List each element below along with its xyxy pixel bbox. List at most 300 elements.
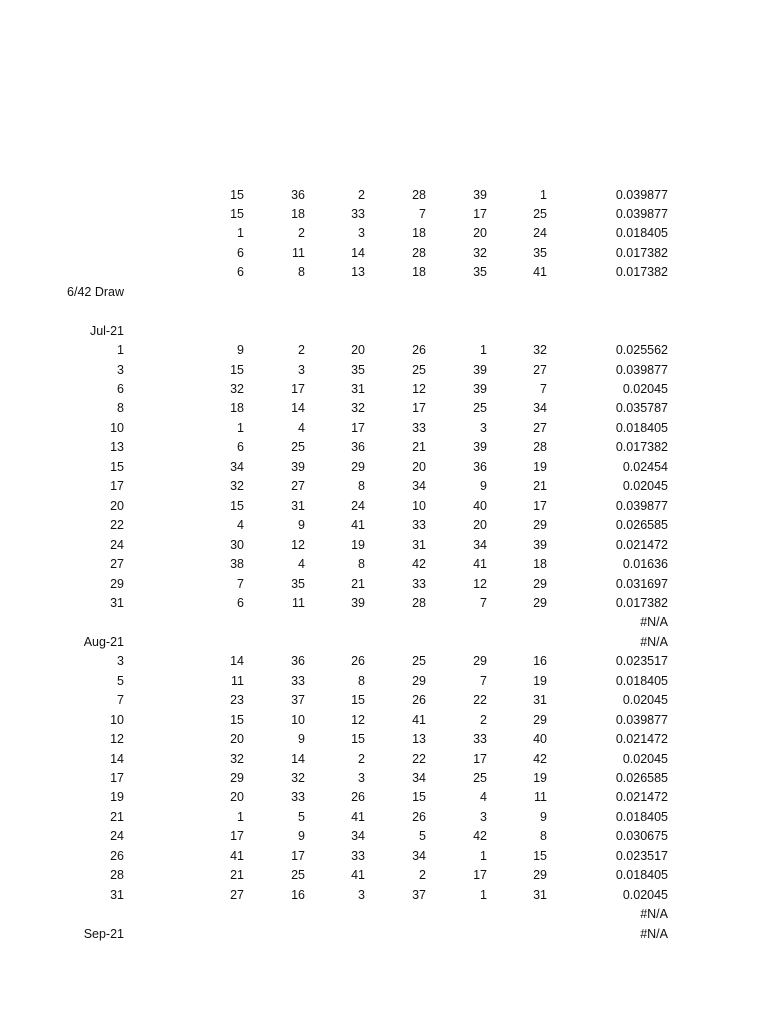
number-cell [426,633,487,652]
row-label-cell: 17 [110,479,124,494]
number-cell: 2 [419,868,426,883]
probability-cell: #N/A [640,634,668,649]
number-cell: 6 [237,265,244,280]
number-cell [487,613,547,632]
table-row [0,555,768,574]
number-cell: 21 [533,479,547,494]
table-row [0,380,768,399]
number-cell [365,322,426,341]
number-cell: 37 [412,887,426,902]
number-cell: 17 [291,848,305,863]
number-cell: 38 [230,557,244,571]
number-cell: 20 [473,226,487,241]
probability-cell: 0.018405 [615,226,668,241]
number-cell: 12 [351,712,365,727]
table-row [0,769,768,788]
number-cell: 3 [298,362,305,377]
number-cell: 13 [351,265,365,280]
probability-cell [568,302,668,321]
number-cell: 33 [291,790,305,805]
number-cell: 17 [533,498,547,513]
number-cell: 18 [291,206,305,221]
number-cell: 41 [351,868,365,883]
number-cell: 9 [298,829,305,844]
row-label-cell [40,613,124,632]
number-cell: 35 [473,265,487,280]
number-cell: 35 [533,245,547,260]
number-cell: 42 [412,557,426,571]
number-cell: 25 [291,440,305,455]
number-cell: 29 [533,596,547,610]
probability-cell: #N/A [640,615,668,630]
number-cell: 15 [230,498,244,513]
number-cell: 35 [291,576,305,591]
number-cell: 34 [351,829,365,844]
probability-cell: #N/A [640,926,668,941]
number-cell [305,925,365,944]
table-row [0,419,768,438]
row-label-cell: 17 [110,771,124,785]
probability-cell: 0.023517 [615,848,668,863]
row-label-cell: 15 [110,459,124,474]
number-cell: 27 [230,887,244,902]
number-cell: 2 [298,226,305,241]
number-cell: 13 [412,732,426,747]
number-cell [184,925,244,944]
number-cell [244,322,305,341]
number-cell: 34 [412,771,426,785]
number-cell: 21 [412,440,426,455]
table-row [0,477,768,496]
table-row [0,594,768,613]
number-cell: 2 [480,712,487,727]
number-cell: 27 [533,362,547,377]
number-cell: 32 [230,751,244,766]
probability-cell: #N/A [640,907,668,922]
table-row [0,827,768,846]
table-row [0,205,768,224]
row-label-cell: 6 [117,382,124,396]
number-cell: 33 [351,206,365,221]
number-cell: 11 [292,596,305,610]
number-cell: 33 [412,420,426,435]
number-cell: 31 [412,537,426,552]
number-cell: 20 [412,459,426,474]
row-label-cell: 24 [110,537,124,552]
number-cell [426,925,487,944]
number-cell: 32 [351,401,365,416]
number-cell: 6 [237,596,244,610]
number-cell: 29 [351,459,365,474]
number-cell: 25 [412,654,426,669]
number-cell: 7 [419,206,426,221]
number-cell [184,633,244,652]
table-row [0,711,768,730]
number-cell: 4 [480,790,487,805]
probability-cell: 0.039877 [615,187,668,202]
number-cell: 19 [533,673,547,688]
table-row [0,263,768,282]
number-cell: 29 [533,576,547,591]
number-cell: 15 [230,187,244,202]
probability-cell: 0.018405 [615,868,668,883]
number-cell: 34 [473,537,487,552]
table-row [0,633,768,652]
number-cell [244,925,305,944]
number-cell [365,905,426,924]
number-cell: 2 [358,187,365,202]
number-cell: 17 [230,829,244,844]
number-cell: 29 [533,518,547,533]
number-cell: 24 [351,498,365,513]
number-cell [244,613,305,632]
row-label-cell: 20 [110,498,124,513]
number-cell: 15 [230,206,244,221]
row-label-cell: 7 [117,693,124,708]
number-cell: 14 [351,245,365,260]
number-cell: 11 [292,245,305,260]
number-cell: 29 [533,868,547,883]
number-cell: 4 [298,420,305,435]
probability-cell: 0.025562 [615,343,668,358]
probability-cell: 0.039877 [615,206,668,221]
number-cell: 16 [533,654,547,669]
row-label-cell: 28 [110,868,124,883]
probability-cell: 0.02045 [622,479,668,494]
number-cell: 20 [473,518,487,533]
number-cell: 41 [412,712,426,727]
number-cell: 26 [412,343,426,358]
number-cell: 27 [291,479,305,494]
probability-cell: 0.021472 [615,790,668,805]
table-row [0,866,768,885]
number-cell: 14 [291,401,305,416]
number-cell: 9 [237,343,244,358]
number-cell [305,633,365,652]
number-cell: 19 [351,537,365,552]
number-cell [426,283,487,302]
number-cell: 29 [473,654,487,669]
number-cell: 33 [412,576,426,591]
number-cell: 39 [473,187,487,202]
probability-cell: 0.021472 [615,732,668,747]
number-cell: 6 [237,245,244,260]
number-cell [487,925,547,944]
row-label-cell: 12 [110,732,124,747]
row-label-cell: 31 [110,596,124,610]
number-cell: 8 [540,829,547,844]
table-row [0,750,768,769]
number-cell [365,613,426,632]
number-cell: 32 [473,245,487,260]
row-label-cell: 3 [117,654,124,669]
number-cell: 33 [351,848,365,863]
row-label-cell: Aug-21 [83,634,124,649]
number-cell [365,283,426,302]
number-cell: 18 [230,401,244,416]
number-cell: 25 [291,868,305,883]
row-label-cell: 31 [110,887,124,902]
row-label-cell [40,244,124,263]
number-cell: 41 [533,265,547,280]
table-row [0,438,768,457]
number-cell [244,283,305,302]
row-label-cell: 8 [117,401,124,416]
number-cell: 4 [237,518,244,533]
number-cell: 29 [412,673,426,688]
row-label-cell: 27 [110,557,124,571]
number-cell: 10 [412,498,426,513]
row-label-cell: 24 [110,829,124,844]
number-cell [487,322,547,341]
number-cell: 28 [533,440,547,455]
number-cell: 3 [480,809,487,824]
number-cell: 4 [298,557,305,571]
number-cell: 41 [473,557,487,571]
number-cell: 34 [533,401,547,416]
probability-cell: 0.02045 [622,751,668,766]
number-cell: 1 [480,887,487,902]
probability-cell: 0.026585 [615,518,668,533]
number-cell: 9 [298,732,305,747]
number-cell [305,322,365,341]
table-row [0,341,768,360]
number-cell: 9 [480,479,487,494]
row-label-cell: 6/42 Draw [67,284,124,299]
row-label-cell: 14 [110,751,124,766]
number-cell: 20 [351,343,365,358]
number-cell: 40 [533,732,547,747]
probability-cell: 0.031697 [615,576,668,591]
number-cell: 22 [473,693,487,708]
number-cell: 14 [291,751,305,766]
number-cell: 40 [473,498,487,513]
number-cell [244,302,305,321]
row-label-cell [40,224,124,243]
probability-cell [568,283,668,302]
row-label-cell: 21 [110,809,124,824]
number-cell: 33 [473,732,487,747]
number-cell: 1 [480,343,487,358]
number-cell: 29 [533,712,547,727]
number-cell: 31 [533,693,547,708]
table-row [0,730,768,749]
table-row [0,516,768,535]
number-cell: 25 [412,362,426,377]
number-cell: 14 [230,654,244,669]
number-cell: 31 [291,498,305,513]
number-cell: 10 [291,712,305,727]
number-cell: 36 [473,459,487,474]
number-cell [184,302,244,321]
number-cell: 2 [358,751,365,766]
number-cell: 3 [480,420,487,435]
number-cell [426,302,487,321]
probability-cell: 0.018405 [615,673,668,688]
row-label-cell: 10 [110,420,124,435]
number-cell [487,302,547,321]
row-label-cell: 26 [110,848,124,863]
probability-cell: 0.02454 [622,459,668,474]
probability-cell: 0.017382 [615,440,668,455]
number-cell: 36 [291,654,305,669]
number-cell: 39 [351,596,365,610]
number-cell: 21 [351,576,365,591]
number-cell: 17 [473,206,487,221]
row-label-cell [40,186,124,205]
number-cell [305,283,365,302]
number-cell: 7 [480,596,487,610]
probability-cell: 0.017382 [615,265,668,280]
number-cell: 5 [419,829,426,844]
number-cell: 8 [358,673,365,688]
row-label-cell: Sep-21 [83,926,124,941]
number-cell [184,613,244,632]
number-cell: 22 [412,751,426,766]
number-cell [365,633,426,652]
number-cell: 19 [533,459,547,474]
number-cell [305,302,365,321]
number-cell: 26 [351,654,365,669]
number-cell: 41 [351,518,365,533]
table-row [0,808,768,827]
number-cell [244,633,305,652]
probability-cell: 0.02045 [622,382,668,396]
number-cell [305,613,365,632]
row-label-cell [40,263,124,282]
probability-cell: 0.039877 [615,498,668,513]
number-cell [487,633,547,652]
row-label-cell: 29 [110,576,124,591]
number-cell: 42 [533,751,547,766]
number-cell: 36 [291,187,305,202]
table-row [0,652,768,671]
number-cell: 12 [473,576,487,591]
table-row [0,847,768,866]
row-label-cell: 13 [110,440,124,455]
number-cell: 11 [231,673,244,688]
number-cell: 26 [412,693,426,708]
table-row [0,672,768,691]
number-cell: 17 [473,751,487,766]
number-cell [184,322,244,341]
probability-cell: 0.039877 [615,362,668,377]
probability-cell: 0.018405 [615,420,668,435]
number-cell: 32 [230,479,244,494]
number-cell: 12 [412,382,426,396]
table-row [0,361,768,380]
number-cell: 9 [298,518,305,533]
number-cell: 7 [540,382,547,396]
number-cell: 18 [533,557,547,571]
number-cell: 33 [412,518,426,533]
number-cell: 24 [533,226,547,241]
number-cell: 25 [533,206,547,221]
number-cell: 8 [298,265,305,280]
table-row [0,322,768,341]
number-cell: 15 [230,362,244,377]
row-label-cell: 1 [117,343,124,358]
number-cell: 25 [473,771,487,785]
number-cell: 18 [412,226,426,241]
table-row [0,399,768,418]
number-cell [426,905,487,924]
number-cell: 41 [230,848,244,863]
number-cell: 8 [358,557,365,571]
probability-cell: 0.035787 [615,401,668,416]
probability-cell: 0.021472 [615,537,668,552]
row-label-cell: Jul-21 [89,323,124,338]
number-cell: 15 [533,848,547,863]
number-cell: 34 [412,479,426,494]
number-cell: 16 [291,887,305,902]
number-cell: 8 [358,479,365,494]
number-cell: 41 [351,809,365,824]
table-row [0,458,768,477]
number-cell: 27 [533,420,547,435]
number-cell: 15 [351,693,365,708]
probability-cell: 0.039877 [615,712,668,727]
number-cell: 20 [230,790,244,805]
number-cell: 15 [230,712,244,727]
number-cell: 36 [351,440,365,455]
number-cell [244,905,305,924]
row-label-cell: 10 [110,712,124,727]
number-cell: 7 [480,673,487,688]
probability-cell: 0.018405 [615,809,668,824]
number-cell [487,283,547,302]
table-row [0,186,768,205]
number-cell: 6 [237,440,244,455]
number-cell: 1 [237,420,244,435]
table-row [0,691,768,710]
table-row [0,536,768,555]
number-cell: 12 [291,537,305,552]
number-cell: 34 [412,848,426,863]
number-cell: 39 [291,459,305,474]
table-row [0,283,768,302]
number-cell: 26 [412,809,426,824]
probability-cell: 0.017382 [615,245,668,260]
number-cell: 18 [412,265,426,280]
probability-cell: 0.02045 [622,887,668,902]
row-label-cell [40,905,124,924]
row-label-cell: 3 [117,362,124,377]
number-cell: 21 [230,868,244,883]
number-cell: 29 [230,771,244,785]
table-row [0,302,768,321]
probability-cell: 0.017382 [615,596,668,610]
number-cell: 23 [230,693,244,708]
number-cell: 42 [473,829,487,844]
number-cell: 19 [533,771,547,785]
number-cell: 1 [480,848,487,863]
probability-cell [568,322,668,341]
number-cell: 39 [473,440,487,455]
number-cell [426,613,487,632]
table-row [0,244,768,263]
number-cell [184,905,244,924]
number-cell: 25 [473,401,487,416]
table-row [0,613,768,632]
number-cell: 17 [291,382,305,396]
number-cell: 37 [291,693,305,708]
number-cell: 3 [358,771,365,785]
number-cell: 39 [473,382,487,396]
table-row [0,497,768,516]
table-row [0,224,768,243]
number-cell: 28 [412,187,426,202]
